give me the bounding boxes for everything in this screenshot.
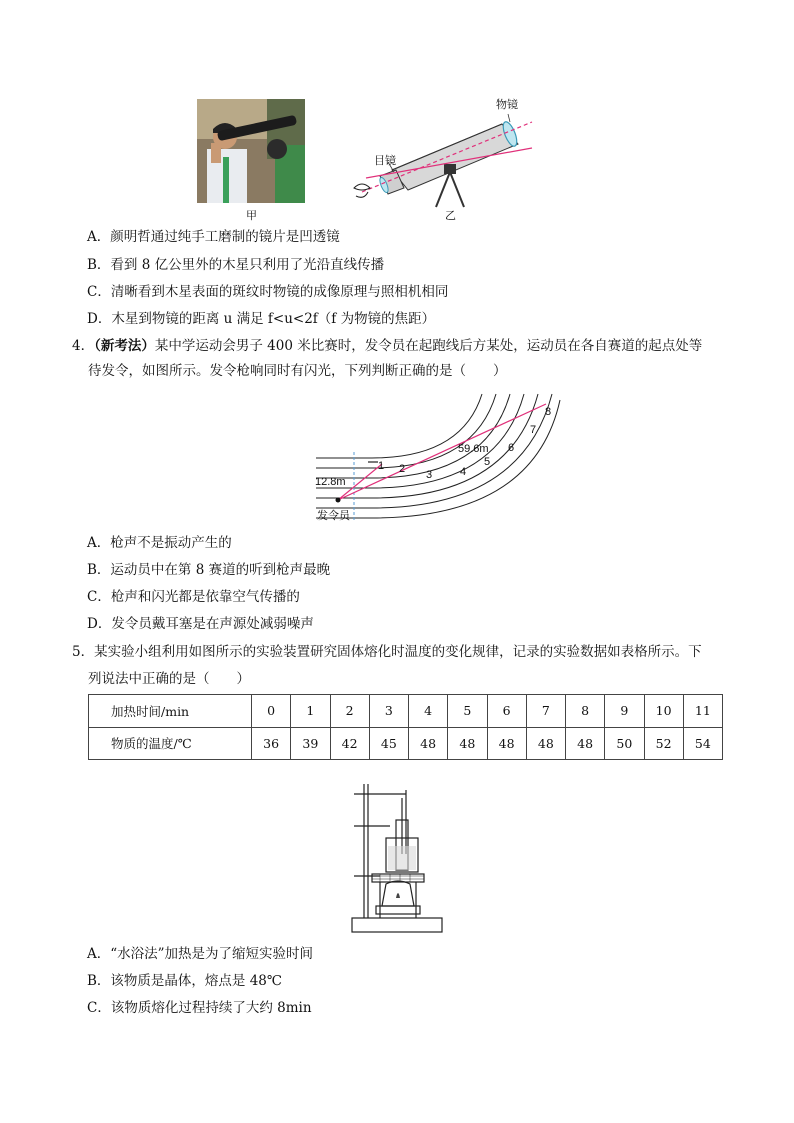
lane-number: 2 (399, 463, 406, 475)
distance-long-label: 59.6m (458, 443, 489, 455)
q4-option-c: C．枪声和闪光都是依靠空气传播的 (87, 589, 300, 605)
eyepiece-label: 目镜 (374, 154, 396, 167)
table-cell: 8 (566, 695, 605, 728)
table-cell: 48 (526, 727, 565, 760)
track-diagram (312, 390, 562, 522)
table-cell: 52 (644, 727, 683, 760)
lane-number: 4 (460, 466, 467, 478)
table-cell: 50 (605, 727, 644, 760)
q5-option-b: B．该物质是晶体，熔点是 48℃ (87, 973, 282, 989)
q4-number: 4． (72, 338, 95, 354)
lane-number: 1 (378, 460, 385, 472)
lane-number: 5 (484, 456, 491, 468)
table-cell: 9 (605, 695, 644, 728)
table-cell: 48 (566, 727, 605, 760)
photo-student-telescope (197, 99, 305, 203)
lane-number: 3 (426, 469, 433, 481)
table-cell: 42 (330, 727, 369, 760)
starter-label: 发令员 (317, 509, 350, 522)
objective-lens-label: 物镜 (496, 98, 518, 111)
table-cell: 3 (369, 695, 408, 728)
q5-option-c: C．该物质熔化过程持续了大约 8min (87, 1000, 312, 1016)
table-cell: 6 (487, 695, 526, 728)
table-row (89, 727, 723, 760)
data-table (88, 694, 723, 760)
q3-option-c: C．清晰看到木星表面的斑纹时物镜的成像原理与照相机相同 (87, 284, 449, 300)
distance-short-label: 12.8m (315, 476, 346, 488)
table-cell: 2 (330, 695, 369, 728)
lane-number: 8 (545, 406, 552, 418)
q3-option-a: A．颜明哲通过纯手工磨制的镜片是凹透镜 (87, 229, 340, 245)
table-cell: 4 (409, 695, 448, 728)
lane-number: 7 (530, 424, 537, 436)
q4-option-a: A．枪声不是振动产生的 (87, 535, 232, 551)
q5-option-a: A．“水浴法”加热是为了缩短实验时间 (87, 946, 314, 962)
table-header-temp: 物质的温度/℃ (89, 727, 252, 760)
lane-number: 6 (508, 442, 515, 454)
table-cell: 7 (526, 695, 565, 728)
table-cell: 39 (291, 727, 330, 760)
figure-label-left: 甲 (246, 209, 257, 222)
q4-option-b: B．运动员中在第 8 赛道的听到枪声最晚 (87, 562, 331, 578)
table-cell: 48 (487, 727, 526, 760)
table-cell: 48 (448, 727, 487, 760)
q4-stem-text: 某中学运动会男子 400 米比赛时，发令员在起跑线后方某处，运动员在各自赛道的起点处等 (154, 338, 703, 354)
figure-label-right: 乙 (445, 209, 456, 222)
table-cell: 54 (683, 727, 722, 760)
q4-stem-line2: 待发令，如图所示。发令枪响同时有闪光，下列判断正确的是（ ） (88, 363, 507, 379)
table-cell: 5 (448, 695, 487, 728)
table-row (89, 695, 723, 728)
q3-option-d: D．木星到物镜的距离 u 满足 f<u<2f（f 为物镜的焦距） (87, 311, 436, 327)
table-cell: 11 (683, 695, 722, 728)
table-cell: 0 (252, 695, 291, 728)
table-cell: 45 (369, 727, 408, 760)
table-cell: 1 (291, 695, 330, 728)
q5-stem-line1: 5．某实验小组利用如图所示的实验装置研究固体熔化时温度的变化规律，记录的实验数据如表格所示。下 (72, 644, 702, 660)
q4-tag: （新考法） (94, 338, 155, 354)
table-cell: 10 (644, 695, 683, 728)
melting-apparatus-diagram (350, 780, 446, 936)
table-cell: 48 (409, 727, 448, 760)
q4-option-d: D．发令员戴耳塞是在声源处减弱噪声 (87, 616, 314, 632)
table-header-time: 加热时间/min (89, 695, 252, 728)
table-cell: 36 (252, 727, 291, 760)
q5-stem-line2: 列说法中正确的是（ ） (88, 671, 250, 687)
q4-stem-line1 (72, 337, 702, 355)
q3-option-b: B．看到 8 亿公里外的木星只利用了光沿直线传播 (87, 257, 385, 273)
